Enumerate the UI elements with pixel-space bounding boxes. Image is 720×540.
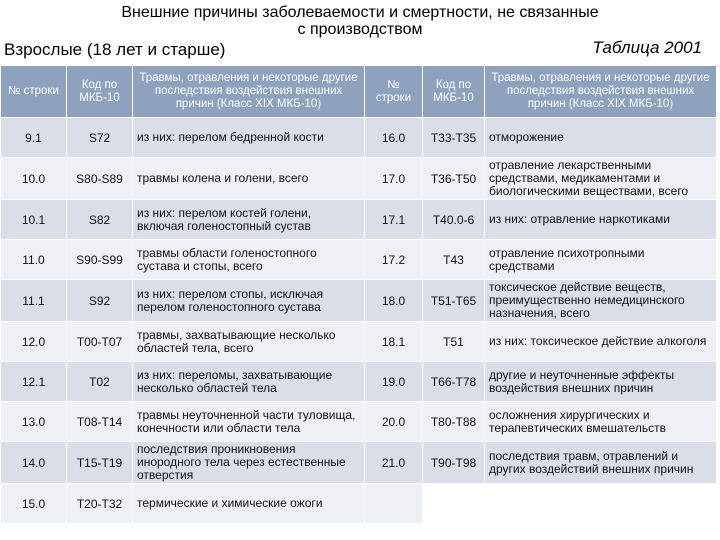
table-number: Таблица 2001 (592, 38, 702, 57)
row-desc: отравление лекарственными средствами, медикаментами и биологическими веществами, всего (485, 158, 717, 200)
table-row (1, 402, 717, 442)
table-row (1, 442, 717, 484)
row-code: T40.0-6 (423, 200, 485, 240)
row-desc: последствия проникновения инородного тела через естественные отверстия (133, 442, 365, 484)
row-desc (485, 484, 717, 524)
row-num: 14.0 (1, 442, 67, 484)
row-num: 17.0 (365, 158, 423, 200)
row-code: S92 (67, 280, 133, 322)
row-desc: из них: перелом стопы, исключая перелом голеностопного сустава (133, 280, 365, 322)
row-desc: травмы колена и голени, всего (133, 158, 365, 200)
row-code: T15-T19 (67, 442, 133, 484)
icd-table (0, 65, 717, 524)
row-num: 12.1 (1, 362, 67, 402)
row-num: 21.0 (365, 442, 423, 484)
row-code: T51-T65 (423, 280, 485, 322)
row-desc: токсическое действие веществ, преимущественно немедицинского назначения, всего (485, 280, 717, 322)
row-num: 9.1 (1, 118, 67, 158)
header-num-right: № строки (365, 66, 423, 118)
row-num: 19.0 (365, 362, 423, 402)
header-desc-right: Травмы, отравления и некоторые другие последствия воздействия внешних причин (Класс XIX МКБ-10) (485, 66, 717, 118)
header-num-left: № строки (1, 66, 67, 118)
table-row (1, 240, 717, 280)
row-code: T08-T14 (67, 402, 133, 442)
row-code: S80-S89 (67, 158, 133, 200)
page-title (0, 4, 720, 38)
table-row (1, 200, 717, 240)
row-desc: травмы неуточненной части туловища, конечности или области тела (133, 402, 365, 442)
row-num: 18.1 (365, 322, 423, 362)
header-code-left: Код по МКБ-10 (67, 66, 133, 118)
row-num: 17.2 (365, 240, 423, 280)
row-code: T66-T78 (423, 362, 485, 402)
table-row (1, 118, 717, 158)
row-code: T43 (423, 240, 485, 280)
row-code: T20-T32 (67, 484, 133, 524)
row-desc: отморожение (485, 118, 717, 158)
row-num: 13.0 (1, 402, 67, 442)
row-num: 16.0 (365, 118, 423, 158)
title-line-2: с производством (297, 21, 423, 38)
subtitle: Взрослые (18 лет и старше) (4, 40, 226, 59)
row-desc: из них: отравление наркотиками (485, 200, 717, 240)
row-desc: из них: переломы, захватывающие несколько областей тела (133, 362, 365, 402)
row-desc: травмы области голеностопного сустава и стопы, всего (133, 240, 365, 280)
row-num: 15.0 (1, 484, 67, 524)
row-desc: осложнения хирургических и терапевтических вмешательств (485, 402, 717, 442)
row-code: S72 (67, 118, 133, 158)
row-desc: из них: токсическое действие алкоголя (485, 322, 717, 362)
table-row (1, 322, 717, 362)
table-row (1, 484, 717, 524)
row-num: 10.1 (1, 200, 67, 240)
row-desc: другие и неуточненные эффекты воздействия внешних причин (485, 362, 717, 402)
row-num (365, 484, 423, 524)
row-code: T90-T98 (423, 442, 485, 484)
header-code-right: Код по МКБ-10 (423, 66, 485, 118)
table-header-row (1, 66, 717, 118)
row-desc: из них: перелом костей голени, включая голеностопный сустав (133, 200, 365, 240)
row-code: T00-T07 (67, 322, 133, 362)
row-num: 17.1 (365, 200, 423, 240)
row-code: S90-S99 (67, 240, 133, 280)
row-code: T51 (423, 322, 485, 362)
table-row (1, 280, 717, 322)
row-desc: из них: перелом бедренной кости (133, 118, 365, 158)
row-code (423, 484, 485, 524)
row-desc: последствия травм, отравлений и других воздействий внешних причин (485, 442, 717, 484)
row-code: T02 (67, 362, 133, 402)
row-code: T80-T88 (423, 402, 485, 442)
row-desc: термические и химические ожоги (133, 484, 365, 524)
row-code: T33-T35 (423, 118, 485, 158)
row-desc: отравление психотропными средствами (485, 240, 717, 280)
row-num: 12.0 (1, 322, 67, 362)
row-num: 11.1 (1, 280, 67, 322)
row-code: T36-T50 (423, 158, 485, 200)
row-num: 20.0 (365, 402, 423, 442)
row-desc: травмы, захватывающие несколько областей тела, всего (133, 322, 365, 362)
table-row (1, 362, 717, 402)
row-num: 18.0 (365, 280, 423, 322)
title-line-1: Внешние причины заболеваемости и смертности, не связанные (121, 4, 599, 21)
row-num: 11.0 (1, 240, 67, 280)
row-num: 10.0 (1, 158, 67, 200)
header-desc-left: Травмы, отравления и некоторые другие последствия воздействия внешних причин (Класс XIX МКБ-10) (133, 66, 365, 118)
table-row (1, 158, 717, 200)
row-code: S82 (67, 200, 133, 240)
